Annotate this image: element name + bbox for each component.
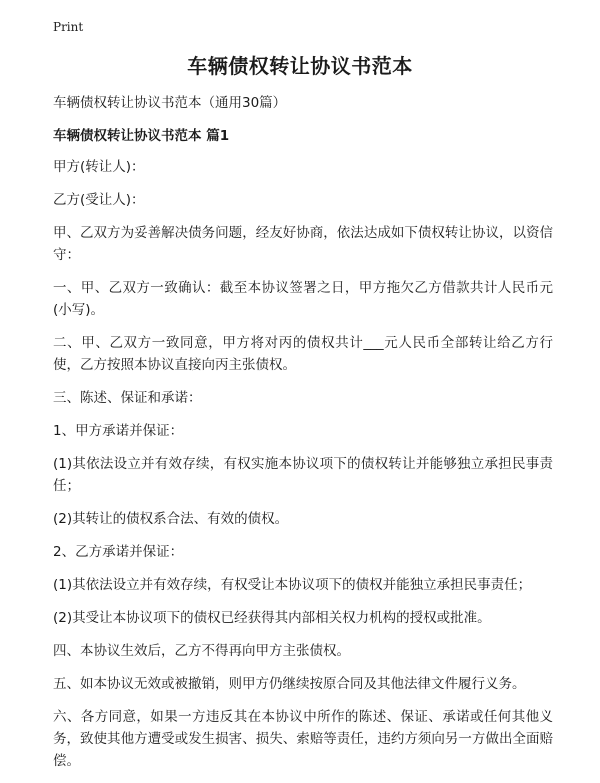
paragraph: 一、甲、乙双方一致确认：截至本协议签署之日，甲方拖欠乙方借款共计人民币元(小写)。: [53, 280, 553, 318]
page-title: 车辆债权转让协议书范本: [187, 54, 413, 78]
paragraph: 甲方(转让人)：: [53, 159, 145, 175]
paragraph: 六、各方同意，如果一方违反其在本协议中所作的陈述、保证、承诺或任何其他义务，致使其他方遭受或发生损害、损失、索赔等责任，违约方须向另一方做出全面赔偿。: [53, 709, 553, 769]
paragraph: 三、陈述、保证和承诺：: [53, 390, 202, 406]
document-subtitle: 车辆债权转让协议书范本（通用30篇）: [53, 95, 287, 111]
paragraph: 二、甲、乙双方一致同意，甲方将对丙的债权共计___元人民币全部转让给乙方行使，乙方按照本协议直接向丙主张债权。: [53, 335, 553, 373]
paragraph: 2、乙方承诺并保证：: [53, 544, 184, 560]
paragraph: 甲、乙双方为妥善解决债务问题，经友好协商，依法达成如下债权转让协议，以资信守：: [53, 225, 553, 263]
paragraph: 乙方(受让人)：: [53, 192, 145, 208]
paragraph: (1)其依法设立并有效存续，有权受让本协议项下的债权并能独立承担民事责任；: [53, 577, 532, 593]
paragraph: (2)其受让本协议项下的债权已经获得其内部相关权力机构的授权或批准。: [53, 610, 491, 626]
paragraph: (2)其转让的债权系合法、有效的债权。: [53, 511, 289, 527]
print-link[interactable]: Print: [53, 20, 84, 34]
paragraph: 五、如本协议无效或被撤销，则甲方仍继续按原合同及其他法律文件履行义务。: [53, 676, 526, 692]
document-body: [53, 92, 553, 783]
paragraph: (1)其依法设立并有效存续，有权实施本协议项下的债权转让并能够独立承担民事责任；: [53, 456, 553, 494]
paragraph: 1、甲方承诺并保证：: [53, 423, 184, 439]
section-heading: 车辆债权转让协议书范本 篇1: [53, 128, 230, 144]
paragraph: 四、本协议生效后，乙方不得再向甲方主张债权。: [53, 643, 350, 659]
